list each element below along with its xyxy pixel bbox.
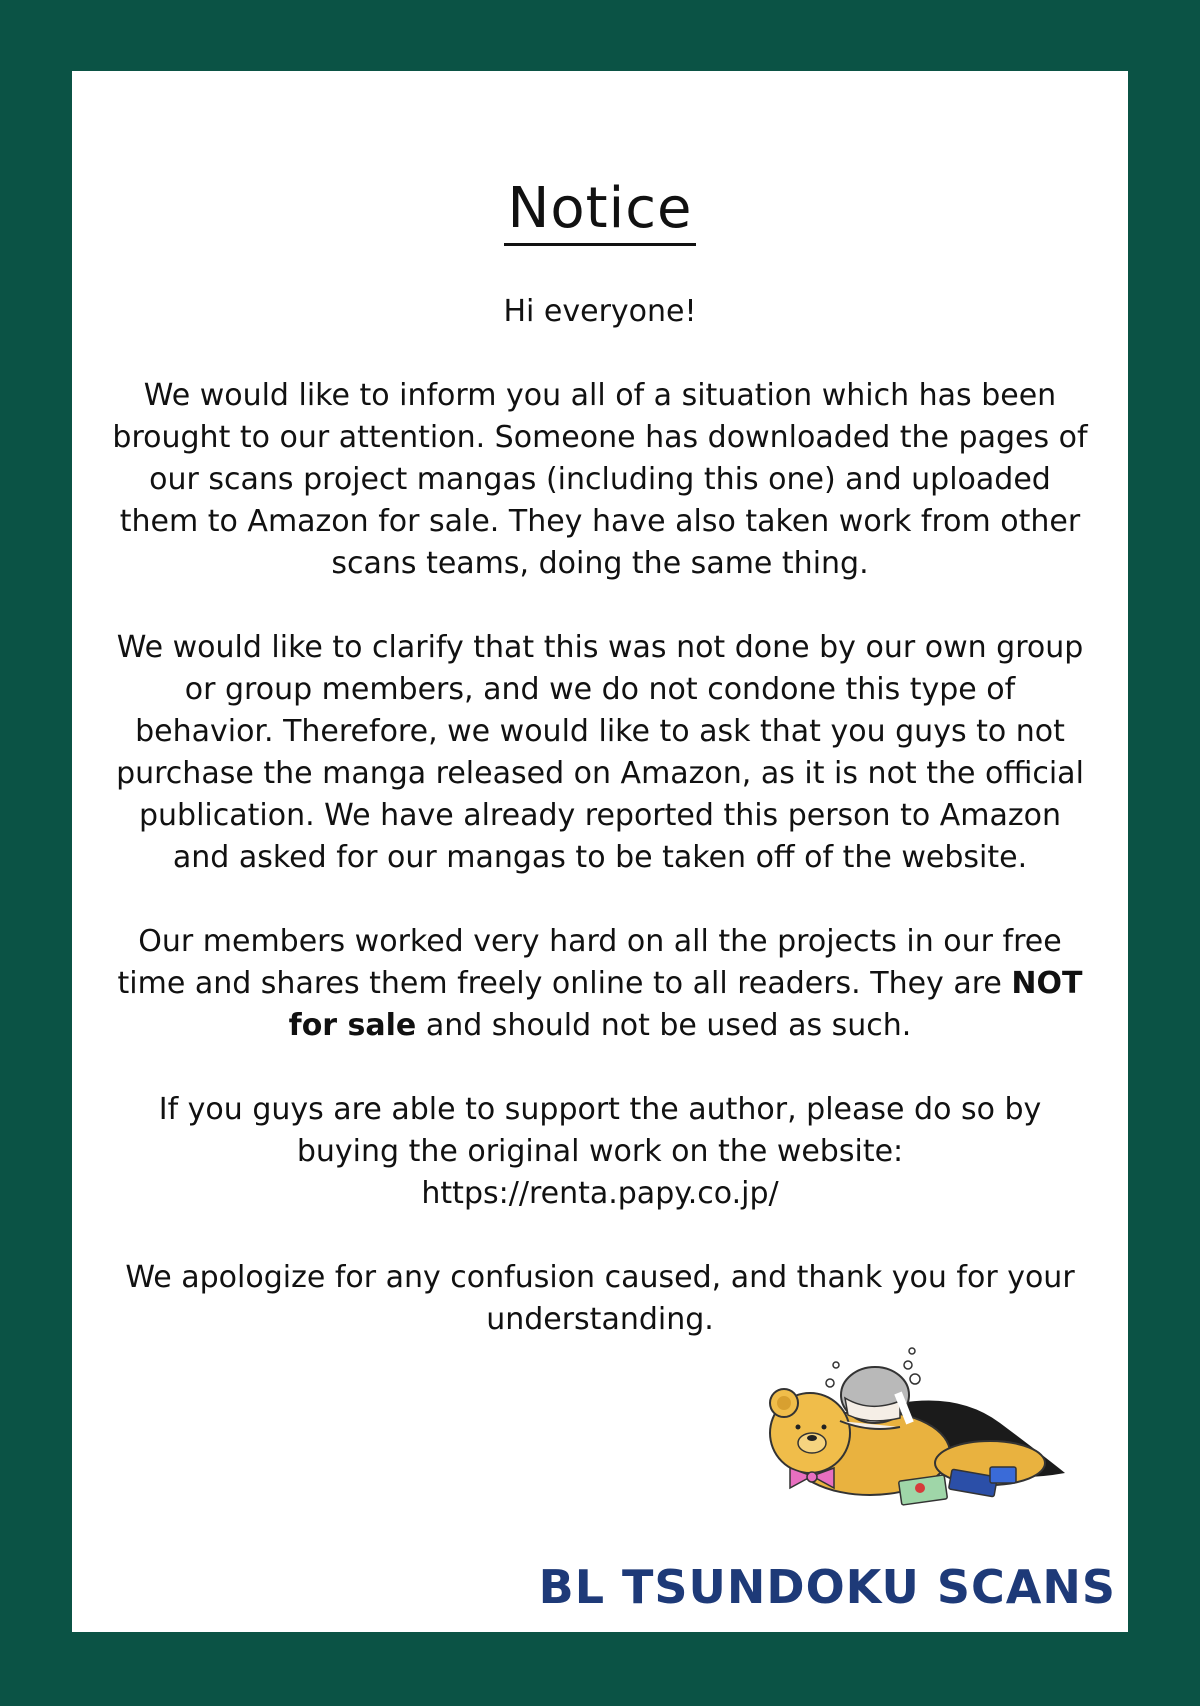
paragraph-apology: We apologize for any confusion caused, and thank you for your understanding. <box>125 1260 1075 1337</box>
not-for-sale-text-before: Our members worked very hard on all the projects in our free time and shares them freely online to all readers. They are <box>117 924 1062 1001</box>
notice-page <box>72 71 1128 1632</box>
greeting: Hi everyone! <box>503 294 697 329</box>
notice-body <box>112 291 1088 1383</box>
paragraph-clarification: We would like to clarify that this was not done by our own group or group members, and we do not condone this type of behavior. Therefore, we would like to ask that you guys to not purchase the manga released on Amazon, as it is not the official publication. We have already reported this person to Amazon and asked for our mangas to be taken off of the website. <box>116 630 1084 875</box>
not-for-sale-text-after: and should not be used as such. <box>416 1008 912 1043</box>
support-author-text: If you guys are able to support the author, please do so by buying the original work on the website: <box>158 1092 1042 1169</box>
paragraph-support-author <box>112 1089 1088 1215</box>
not-for-sale-emphasis: NOT for sale <box>288 966 1083 1043</box>
page-title: Notice <box>504 176 697 246</box>
official-website-link[interactable]: https://renta.papy.co.jp/ <box>421 1176 779 1211</box>
scanlation-group-logo: BL TSUNDOKU SCANS <box>538 1560 1116 1614</box>
paragraph-situation: We would like to inform you all of a situation which has been brought to our attention. Someone has downloaded the pages of our scans project mangas (including this one) and uploaded them to Amazon for sale. They have also taken work from other scans teams, doing the same thing. <box>112 378 1088 581</box>
paragraph-not-for-sale <box>112 921 1088 1047</box>
page-title-wrap <box>72 176 1128 246</box>
sleeping-mascot-illustration <box>750 1343 1070 1513</box>
